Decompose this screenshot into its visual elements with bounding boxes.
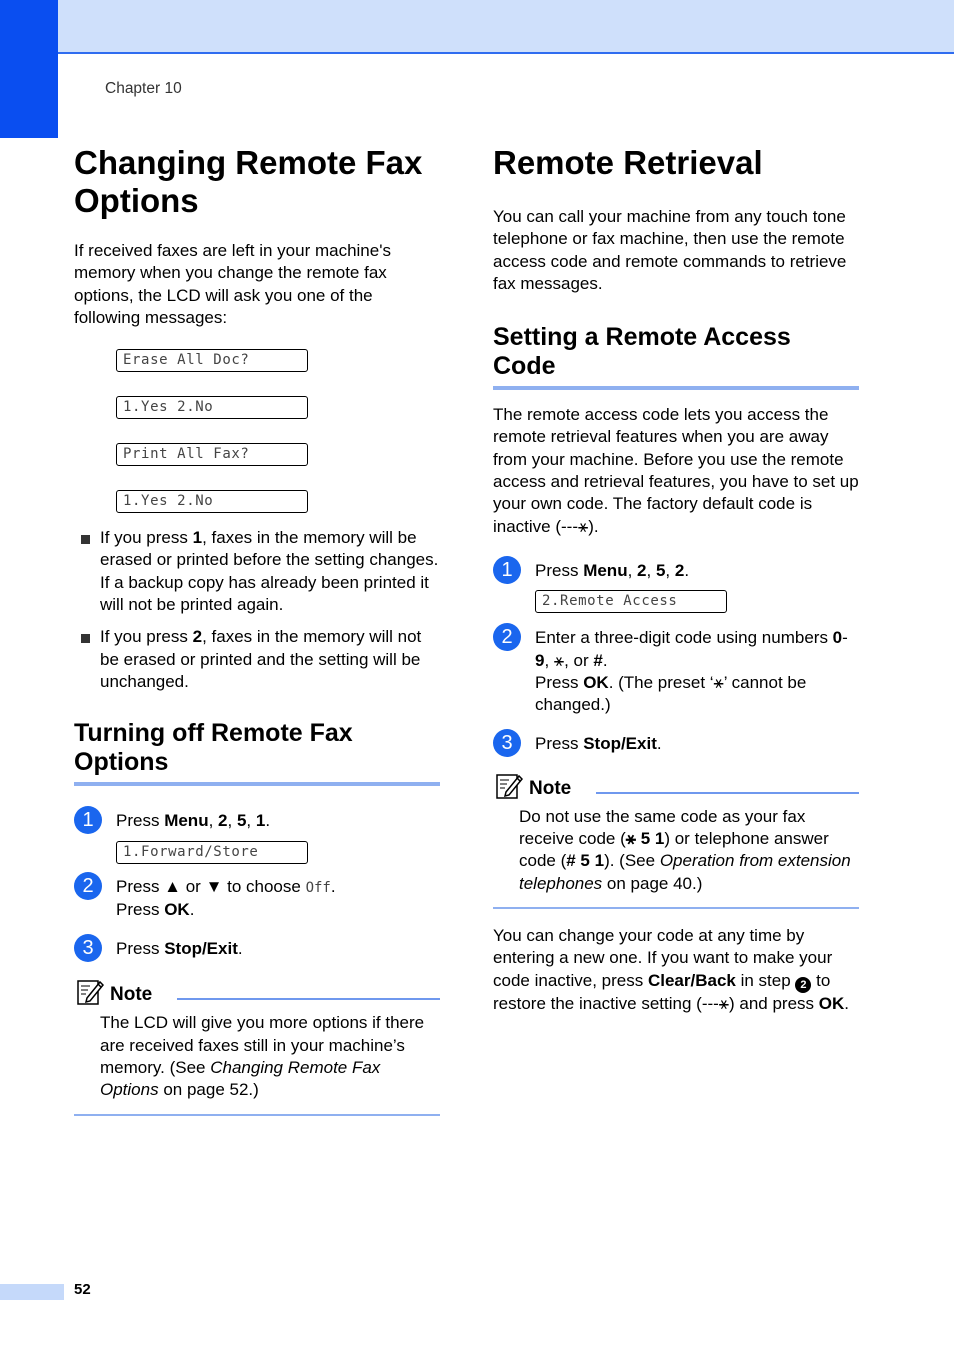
note-pencil-icon: [495, 772, 523, 800]
divider: [596, 792, 859, 794]
footer-band: [0, 1284, 64, 1300]
note-text: Do not use the same code as your fax receive code (⚹ 5 1) or telephone answer code (# 5 1). (See Operation from extension telephones on page 40.): [519, 806, 851, 893]
step-number-icon: 2: [493, 623, 521, 651]
step-text: Press Stop/Exit.: [535, 734, 662, 754]
step-text: Press Menu, 2, 5, 2.: [535, 560, 690, 580]
closing-paragraph: You can change your code at any time by entering a new one. If you want to make your code inactive, press Clear/Back in step 2 to restore the inactive setting (---⚹) and press OK.: [493, 925, 850, 1013]
note-box: [493, 772, 859, 909]
step-3: [493, 733, 859, 755]
intro-paragraph: If received faxes are left in your machine's memory when you change the remote fax options, the LCD will ask you one of the following messages:: [74, 241, 391, 327]
note-box: [74, 978, 440, 1115]
step-reference-icon: 2: [795, 977, 811, 993]
step-text: Press ▲ or ▼ to choose Off. Press OK.: [116, 876, 336, 919]
section-title: Changing Remote Fax Options: [74, 144, 423, 219]
step-2: [74, 876, 440, 922]
step-number-icon: 1: [493, 556, 521, 584]
note-text: The LCD will give you more options if there are received faxes still in your machine’s memory. (See Changing Remote Fax Options on page 52.): [100, 1013, 425, 1100]
step-number-icon: 1: [74, 806, 102, 834]
lcd-display: 1.Yes 2.No: [116, 396, 308, 419]
body-paragraph: The remote access code lets you access the remote retrieval features when you are away from your machine. Before you use the remote access and retrieval features, you have to set up your own code. The factory default code is inactive (---⚹).: [493, 405, 859, 536]
list-item: If you press 2, faxes in the memory will not be erased or printed and the setting will be unchanged.: [74, 626, 440, 693]
bullet-square-icon: [81, 634, 90, 643]
section-title: Remote Retrieval: [493, 144, 763, 181]
divider: [177, 998, 440, 1000]
page-number: 52: [74, 1281, 91, 1298]
lcd-display: Print All Fax?: [116, 443, 308, 466]
step-2: [493, 627, 859, 716]
chapter-label: Chapter 10: [105, 80, 182, 97]
step-number-icon: 2: [74, 872, 102, 900]
lcd-display: 1.Forward/Store: [116, 841, 308, 864]
intro-paragraph: You can call your machine from any touch tone telephone or fax machine, then use the remote access code and remote commands to retrieve fax messages.: [493, 207, 847, 293]
step-number-icon: 3: [74, 934, 102, 962]
subsection-title: Turning off Remote Fax Options: [74, 719, 440, 786]
header-band: [0, 0, 954, 54]
note-title: Note: [529, 777, 572, 799]
step-1: [74, 810, 440, 863]
chapter-tab-marker: [0, 0, 58, 138]
lcd-display: Erase All Doc?: [116, 349, 308, 372]
lcd-display: 1.Yes 2.No: [116, 490, 308, 513]
note-pencil-icon: [76, 978, 104, 1006]
step-3: [74, 938, 440, 960]
note-title: Note: [110, 984, 153, 1006]
lcd-message-list: [116, 349, 440, 513]
list-item: If you press 1, faxes in the memory will be erased or printed before the setting changes. If a backup copy has already been printed it will not be printed again.: [74, 527, 440, 616]
step-1: [493, 560, 859, 613]
right-column: [493, 140, 859, 1015]
lcd-display: 2.Remote Access: [535, 590, 727, 613]
left-column: [74, 140, 440, 1116]
step-text: Press Menu, 2, 5, 1.: [116, 811, 271, 831]
step-text: Press Stop/Exit.: [116, 939, 243, 959]
bullet-square-icon: [81, 535, 90, 544]
step-text: Enter a three-digit code using numbers 0-9, ⚹, or #. Press OK. (The preset ‘⚹’ cannot be changed.): [535, 628, 848, 715]
subsection-title: Setting a Remote Access Code: [493, 323, 859, 390]
step-number-icon: 3: [493, 729, 521, 757]
bullet-list: [74, 527, 440, 693]
